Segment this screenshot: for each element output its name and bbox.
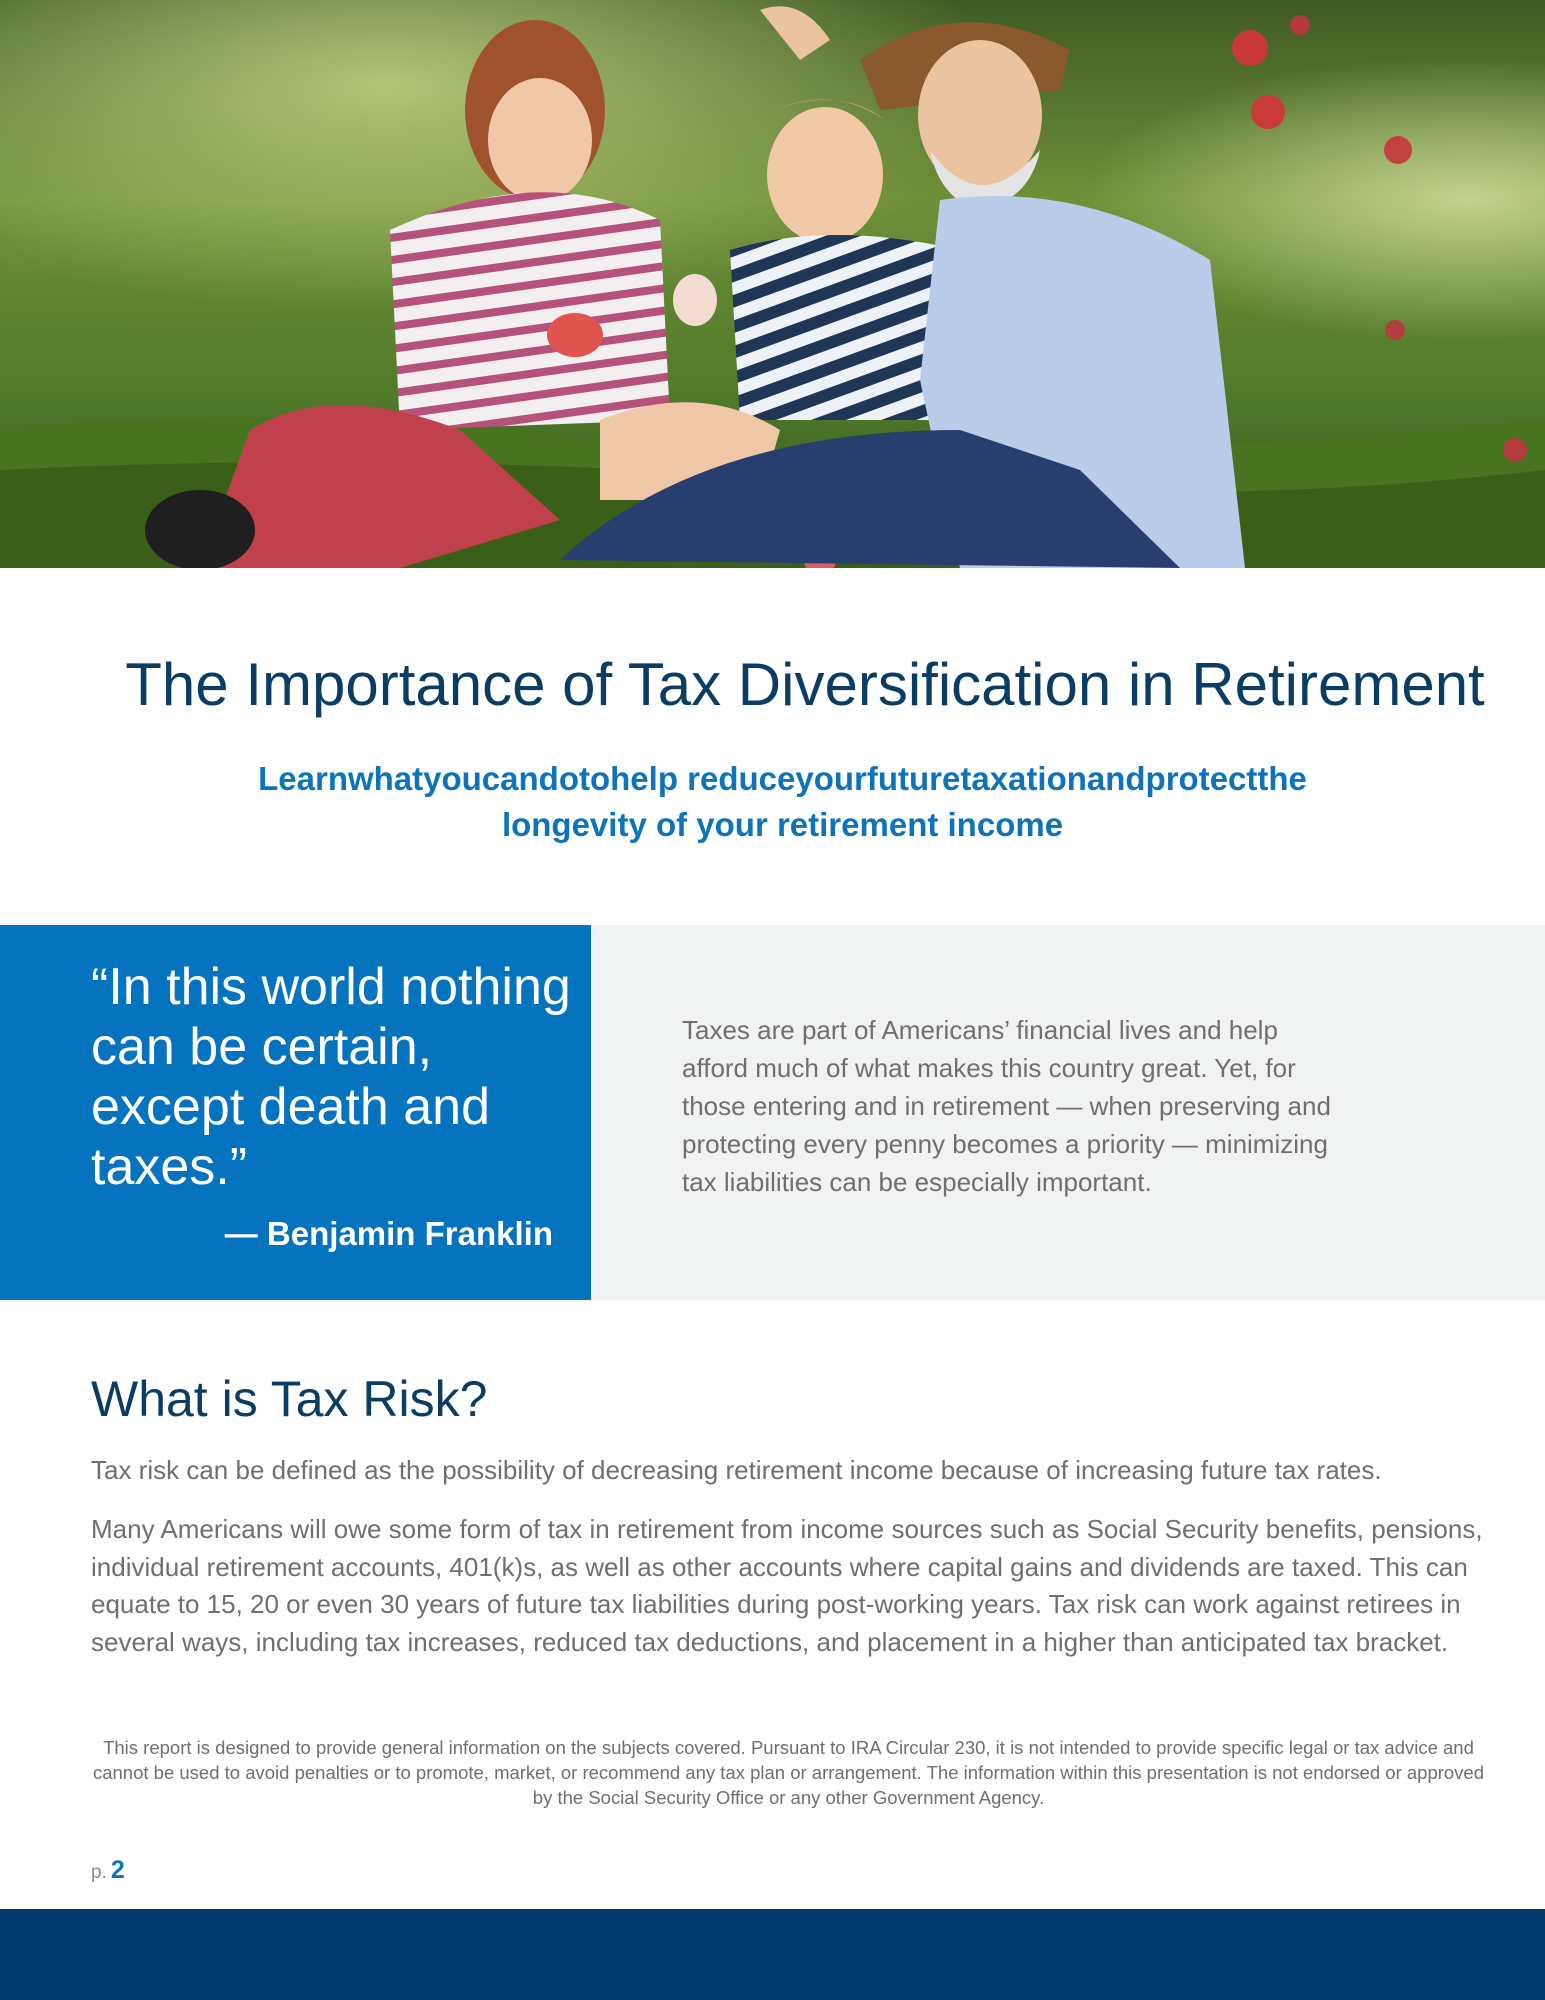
footer-bar	[0, 1909, 1545, 2000]
page-subtitle	[180, 756, 1385, 848]
section-heading: What is Tax Risk?	[91, 1371, 488, 1427]
intro-panel	[591, 925, 1545, 1300]
quote-author: — Benjamin Franklin	[224, 1215, 553, 1252]
page-title: The Importance of Tax Diversification in Retirement	[125, 651, 1485, 718]
quote-text: “In this world nothing can be certain, except death and taxes.”	[91, 958, 571, 1196]
hero-photo	[0, 0, 1545, 568]
section-paragraph-2: Many Americans will owe some form of tax in retirement from income sources such as Social Security benefits, pensions, individual retirement accounts, 401(k)s, as well as other accounts where capital gains and dividends are taxed. This can equate to 15, 20 or even 30 years of future tax liabilities during post-working years. Tax risk can work against retirees in several ways, including tax increases, reduced tax deductions, and placement in a higher than anticipated tax bracket.	[91, 1514, 1483, 1657]
family-photo-illustration	[0, 0, 1545, 568]
quote-panel	[0, 925, 591, 1300]
intro-text: Taxes are part of Americans’ financial lives and help afford much of what makes this country great. Yet, for those entering and in retirement — when preserving and protecting every penny becomes a priority — minimizing tax liabilities can be especially important.	[682, 1015, 1331, 1197]
disclaimer: This report is designed to provide general information on the subjects covered. Pursuant to IRA Circular 230, it is not intended to provide specific legal or tax advice and cannot be used to avoid penalties or to promote, market, or recommend any tax plan or arrangement. The information within this presentation is not endorsed or approved by the Social Security Office or any other Government Agency.	[92, 1737, 1485, 1808]
page-number-value: 2	[110, 1856, 125, 1884]
subtitle-line-1: Learnwhatyoucandotohelp reduceyourfuturetaxationandprotectthe	[258, 760, 1307, 797]
page-number	[91, 1856, 125, 1885]
page-prefix: p.	[91, 1862, 107, 1883]
subtitle-line-2: longevity of your retirement income	[501, 806, 1064, 843]
section-paragraph-1: Tax risk can be defined as the possibility of decreasing retirement income because of increasing future tax rates.	[91, 1455, 1382, 1485]
